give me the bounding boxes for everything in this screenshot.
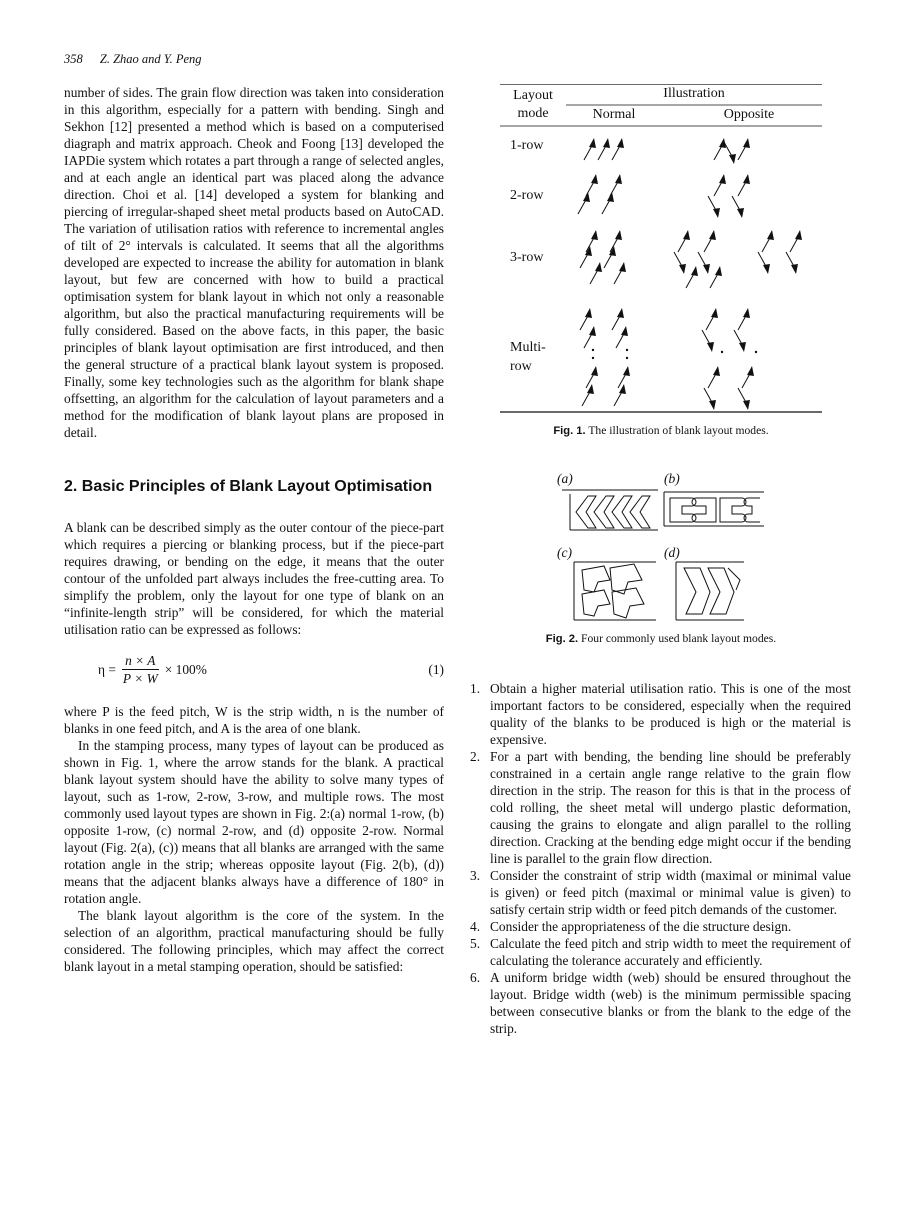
equation-tail: × 100% (164, 662, 207, 677)
fig1-drawing (500, 84, 822, 414)
equation-number: (1) (428, 662, 444, 677)
row1-opposite-arrows (714, 138, 750, 164)
fig2-label-c: (c) (557, 545, 572, 560)
algorithm-paragraph: The blank layout algorithm is the core of the system. In the selection of an algorithm, practical manufacturing should be fully considered. The following principles, which may affect the correct blank layout in a metal stamping operation, should be satisfied: (64, 908, 444, 974)
principle-item (470, 867, 851, 918)
principle-text: Consider the appropriateness of the die structure design. (490, 919, 792, 934)
principle-text: Obtain a higher material utilisation ratio. This is one of the most important factors to be considered, especially when the required quality of the blanks to be produced is high or the material is expensive. (490, 681, 851, 747)
principle-number: 3. (470, 868, 481, 883)
running-header (64, 52, 202, 67)
principle-item (470, 969, 851, 1037)
principle-item (470, 935, 851, 969)
principle-number: 1. (470, 681, 481, 696)
principle-item (470, 918, 851, 935)
fig1-row-label-3: 3-row (510, 250, 544, 265)
fig1-header-illustration: Illustration (663, 86, 725, 101)
principle-number: 6. (470, 970, 481, 985)
equation-1 (64, 652, 444, 687)
fig2-drawing (560, 484, 770, 628)
principle-text: A uniform bridge width (web) should be ensured throughout the layout. Bridge width (web) is the minimum permissible spacing between consecutive blanks or from the blank to the edge of the strip. (490, 970, 851, 1036)
fig1-row-label-multi (510, 338, 546, 376)
principle-text: Calculate the feed pitch and strip width to meet the requirement of calculating the tolerance accurately and efficiently. (490, 936, 851, 968)
principle-item (470, 680, 851, 748)
principle-text: Consider the constraint of strip width (maximal or minimal value is given) or feed pitch (maximal or minimal value is given) to satisfy certain strip width or feed pitch demands of the customer. (490, 868, 851, 917)
fig2-label-d: (d) (664, 545, 680, 560)
fig1-row-label-multi-line1: Multi- (510, 340, 546, 355)
fig2d-shapes (676, 562, 744, 620)
fig2a-chevrons (562, 490, 658, 530)
page-number: 358 (64, 52, 83, 66)
row3-opposite-arrows (674, 230, 802, 288)
fig1-row-label-2: 2-row (510, 188, 544, 203)
layout-types-paragraph: In the stamping process, many types of layout can be produced as shown in Fig. 1, where the arrow stands for the blank. A practical blank layout system should have the ability to solve many types of layout, such as 1-row, 2-row, 3-row, and multiple rows. The most commonly used layout types are shown in Fig. 2:(a) normal 1-row, (b) opposite 1-row, (c) normal 2-row, and (d) opposite 2-row. Normal layout (Fig. 2(a), (c)) means that all blanks are arranged with the same rotation angle in the strip; whereas opposite layout (Fig. 2(b), (d)) means that the adjacent blanks always have a difference of 180° in rotation angle. (64, 738, 444, 906)
running-authors: Z. Zhao and Y. Peng (99, 52, 202, 66)
fig1-caption-label: Fig. 1. (553, 425, 586, 437)
row1-normal-arrows (584, 138, 624, 160)
principle-number: 2. (470, 749, 481, 764)
multirow-opposite-arrows (702, 308, 757, 410)
principle-number: 5. (470, 936, 481, 951)
principle-number: 4. (470, 919, 481, 934)
fig2-label-b: (b) (664, 471, 680, 486)
intro-paragraph-end: number of sides. The grain flow direction was taken into consideration in this algorithm, especially for a pattern with bending. Singh and Sekhon [12] presented a method which is based on a computerised diagraph and matrix approach. Cheok and Foong [13] developed the IAPDie system which rotates a part through a range of selected angles, and at each angle an identical part was placed along the advance direction. Choi et al. [14] developed a system for blanking and piercing of irregular-shaped sheet metal products based on AutoCAD. The variation of utilisation ratios with reference to incremental angles of tilt of 2° intervals is calculated. It seems that all the algorithms developed are expected to increase the ability for automation in blank layout, but few are concerned with how to build a practical optimisation system for blank layout in which not only a reasonable algorithm, but also the practical manufacturing requirements will be fully considered. Based on the above facts, in this paper, the basic principles of blank layout optimisation are first introduced, and then the general structure of a practical blank layout system is proposed. Finally, some key technologies such as the algorithm for blank shape offsetting, an algorithm for the calculation of layout parameters and a method for the modification of blank layout plans are proposed in detail. (64, 85, 444, 440)
principle-item (470, 748, 851, 867)
fig2b-brackets (664, 492, 764, 526)
blank-definition-paragraph: A blank can be described simply as the outer contour of the piece-part which requires a piercing or blanking process, but if the piece-part requires drawing, or bending on the edge, it means that the outer contour of the unfolded part always includes the free-cutting area. To simplify the problem, only the layout for one type of blank on an “infinite-length strip” will be considered, for which the material utilisation ratio can be expressed as follows: (64, 520, 444, 637)
fig1-caption-text: The illustration of blank layout modes. (588, 424, 769, 437)
fig2-caption-text: Four commonly used blank layout modes. (581, 632, 777, 645)
fig1-header-normal: Normal (592, 107, 636, 122)
equation-numerator: n × A (122, 652, 158, 670)
row2-opposite-arrows (708, 174, 750, 218)
fig1-header-opposite: Opposite (723, 107, 775, 122)
principle-text: For a part with bending, the bending line should be preferably constrained in a certain angle range relative to the grain flow direction in the strip. The reason for this is that in the process of cold rolling, the sheet metal will undergo plastic deformation, causing the grains to elongate and align parallel to the rolling direction. Cracking at the bending edge might occur if the bending line is parallel to the grain flow direction. (490, 749, 851, 866)
fig2c-shapes (574, 562, 656, 620)
multirow-normal-arrows (580, 308, 630, 406)
fig2-label-a: (a) (557, 471, 573, 486)
row2-normal-arrows (578, 174, 622, 214)
variables-paragraph: where P is the feed pitch, W is the strip width, n is the number of blanks in one feed pitch, and A is the area of one blank. (64, 704, 444, 736)
fig1-row-label-multi-line2: row (510, 359, 532, 374)
fig1-table (500, 84, 822, 414)
fig1-header-mode-line1: Layout (513, 88, 553, 103)
section-heading: 2. Basic Principles of Blank Layout Optimisation (64, 478, 433, 495)
left-column (64, 84, 444, 975)
fig2-caption (500, 632, 822, 645)
fig1-caption (500, 424, 822, 437)
fig2-caption-label: Fig. 2. (545, 633, 579, 645)
equation-denominator: P × W (122, 671, 158, 686)
row3-normal-arrows (580, 230, 626, 284)
fig1-row-label-1: 1-row (510, 138, 544, 153)
equation-fraction (120, 652, 161, 687)
fig1-header-mode-line2: mode (517, 106, 549, 121)
fig1-header-mode (500, 87, 566, 123)
principles-list (470, 680, 851, 1037)
equation-lhs: η = (98, 662, 116, 677)
